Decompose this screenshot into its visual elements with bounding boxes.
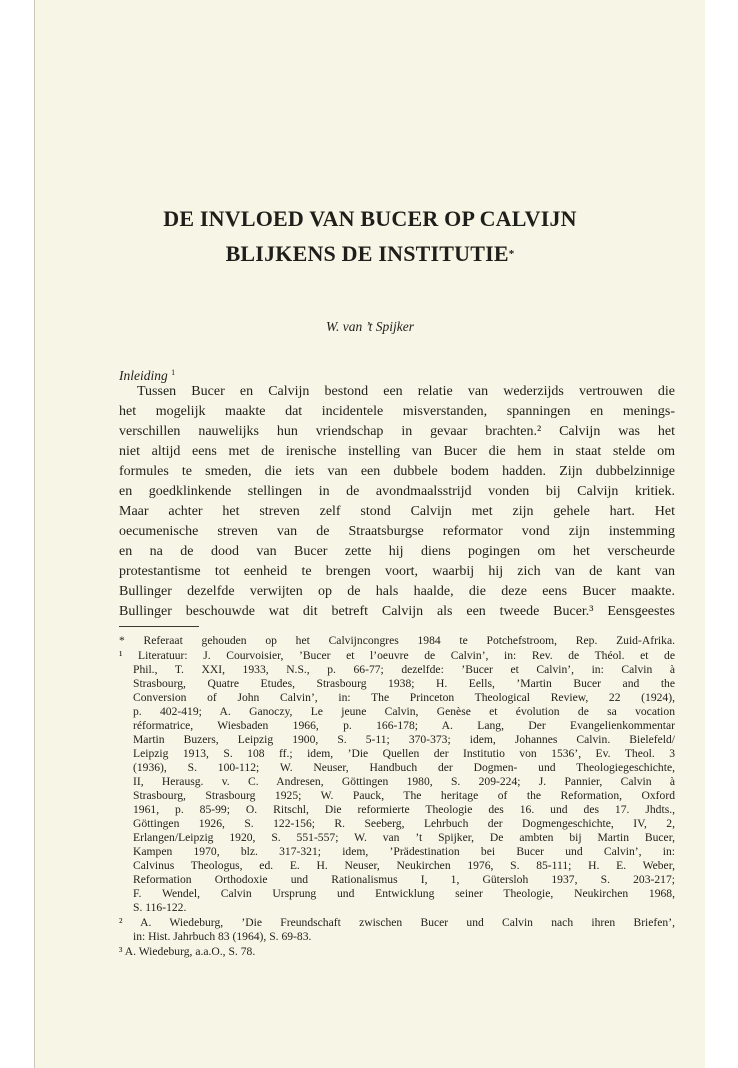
body-line: en goedklinkende stellingen in de avondmaalsstrijd vonden bij Calvijn kritiek. bbox=[119, 484, 675, 499]
body-line: Bullinger dezelfde verwijten op de hals haalde, die deze eens Bucer maakte. bbox=[119, 584, 675, 599]
footnote-1-line: Kampen 1970, blz. 317-321; idem, ’Prädestination bei Bucer und Calvin’, in: bbox=[133, 845, 675, 858]
footnote-1-line: 1961, p. 85-99; O. Ritschl, Die reformierte Theologie des 16. und des 17. Jhdts., bbox=[133, 803, 675, 816]
footnote-1-line: Strasbourg, Quatre Etudes, Strasbourg 1938; H. Eells, ’Martin Bucer and the bbox=[133, 677, 675, 690]
body-line: oecumenische streven van de Straatsburgse reformator vond zijn instemming bbox=[119, 524, 675, 539]
body-line: Maar achter het streven zelf stond Calvijn met zijn gehele hart. Het bbox=[119, 504, 675, 519]
body-line: het mogelijk maakte dat incidentele misverstanden, spanningen en menings- bbox=[119, 404, 675, 419]
footnote-1-line: II, Herausg. v. C. Andresen, Göttingen 1980, S. 209-224; J. Pannier, Calvin à bbox=[133, 775, 675, 788]
footnote-1-line: S. 116-122. bbox=[133, 901, 187, 914]
footnote-1-line: ¹ Literatuur: J. Courvoisier, ’Bucer et l’oeuvre de Calvin’, in: Rev. de Théol. et de bbox=[119, 649, 675, 662]
footnote-1-line: Strasbourg, Strasbourg 1925; W. Pauck, The heritage of the Reformation, Oxford bbox=[133, 789, 675, 802]
footnote-1-line: réformatrice, Wiesbaden 1966, p. 166-178; A. Lang, Der Evangelienkommentar bbox=[133, 719, 675, 732]
body-line: protestantisme tot eenheid te brengen voort, waarbij hij zich van de kant van bbox=[119, 564, 675, 579]
heading-footnote-marker: 1 bbox=[171, 368, 176, 377]
footnote-1-line: Reformation Orthodoxie und Rationalismus I, 1, Gütersloh 1937, S. 203-217; bbox=[133, 873, 675, 886]
author-name: W. van ’t Spijker bbox=[326, 319, 414, 334]
title-footnote-marker: * bbox=[508, 248, 515, 260]
footnote-1-line: Erlangen/Leipzig 1920, S. 551-557; W. van ’t Spijker, De ambten bij Martin Bucer, bbox=[133, 831, 675, 844]
footnote-1-line: F. Wendel, Calvin Ursprung und Entwicklung seiner Theologie, Neukirchen 1968, bbox=[133, 887, 675, 900]
footnote-2-line: in: Hist. Jahrbuch 83 (1964), S. 69-83. bbox=[133, 930, 312, 943]
footnote-1-line: Calvinus Theologus, ed. E. H. Neuser, Neukirchen 1976, S. 85-111; H. E. Weber, bbox=[133, 859, 675, 872]
footnote-1-line: Conversion of John Calvin’, in: The Princeton Theological Review, 22 (1924), bbox=[133, 691, 675, 704]
footnote-divider bbox=[119, 626, 199, 627]
body-line: Tussen Bucer en Calvijn bestond een relatie van wederzijds vertrouwen die bbox=[137, 384, 675, 399]
body-line: niet altijd eens met de irenische instelling van Bucer die hem in staat stelde om bbox=[119, 444, 675, 459]
document-page bbox=[34, 0, 705, 1068]
title-line-1: DE INVLOED VAN BUCER OP CALVIJN bbox=[163, 206, 577, 231]
footnote-2-line: ² A. Wiedeburg, ’Die Freundschaft zwischen Bucer und Calvin nach ihren Briefen’, bbox=[119, 916, 675, 929]
footnote-1-line: Martin Buzers, Leipzig 1900, S. 5-11; 370-373; idem, Johannes Calvin. Bielefeld/ bbox=[133, 733, 675, 746]
footnote-1-line: (1936), S. 100-112; W. Neuser, Handbuch der Dogmen- und Theologiegeschichte, bbox=[133, 761, 675, 774]
section-heading: Inleiding $^1$ bbox=[119, 368, 176, 383]
body-line: verschillen nauwelijks hun vriendschap in gevaar brachten.² Calvijn was het bbox=[119, 424, 675, 439]
title-line-2: BLIJKENS DE INSTITUTIE* bbox=[225, 241, 515, 266]
body-line: Bullinger beschouwde wat dit betreft Calvijn als een tweede Bucer.³ Eensgeestes bbox=[119, 604, 675, 619]
footnote-3: ³ A. Wiedeburg, a.a.O., S. 78. bbox=[119, 945, 256, 958]
body-line: formules te smeden, die iets van een dubbele bodem hadden. Zijn dubbelzinnige bbox=[119, 464, 675, 479]
footnote-1-line: Göttingen 1926, S. 122-156; R. Seeberg, Lehrbuch der Dogmengeschichte, IV, 2, bbox=[133, 817, 675, 830]
footnote-1-line: p. 402-419; A. Ganoczy, Le jeune Calvin, Genèse et évolution de sa vocation bbox=[133, 705, 675, 718]
footnote-1-line: Phil., T. XXI, 1933, N.S., p. 66-77; dezelfde: ’Bucer et Calvin’, in: Calvin à bbox=[133, 663, 675, 676]
footnote-1-line: Leipzig 1913, S. 108 ff.; idem, ’Die Quellen der Institutio von 1536’, Ev. Theol. 3 bbox=[133, 747, 675, 760]
scan-margin bbox=[0, 0, 34, 1068]
body-line: en na de dood van Bucer zette hij diens pogingen om het verscheurde bbox=[119, 544, 675, 559]
footnote-star: * Referaat gehouden op het Calvijncongres 1984 te Potchefstroom, Rep. Zuid-Afrika. bbox=[119, 634, 675, 647]
